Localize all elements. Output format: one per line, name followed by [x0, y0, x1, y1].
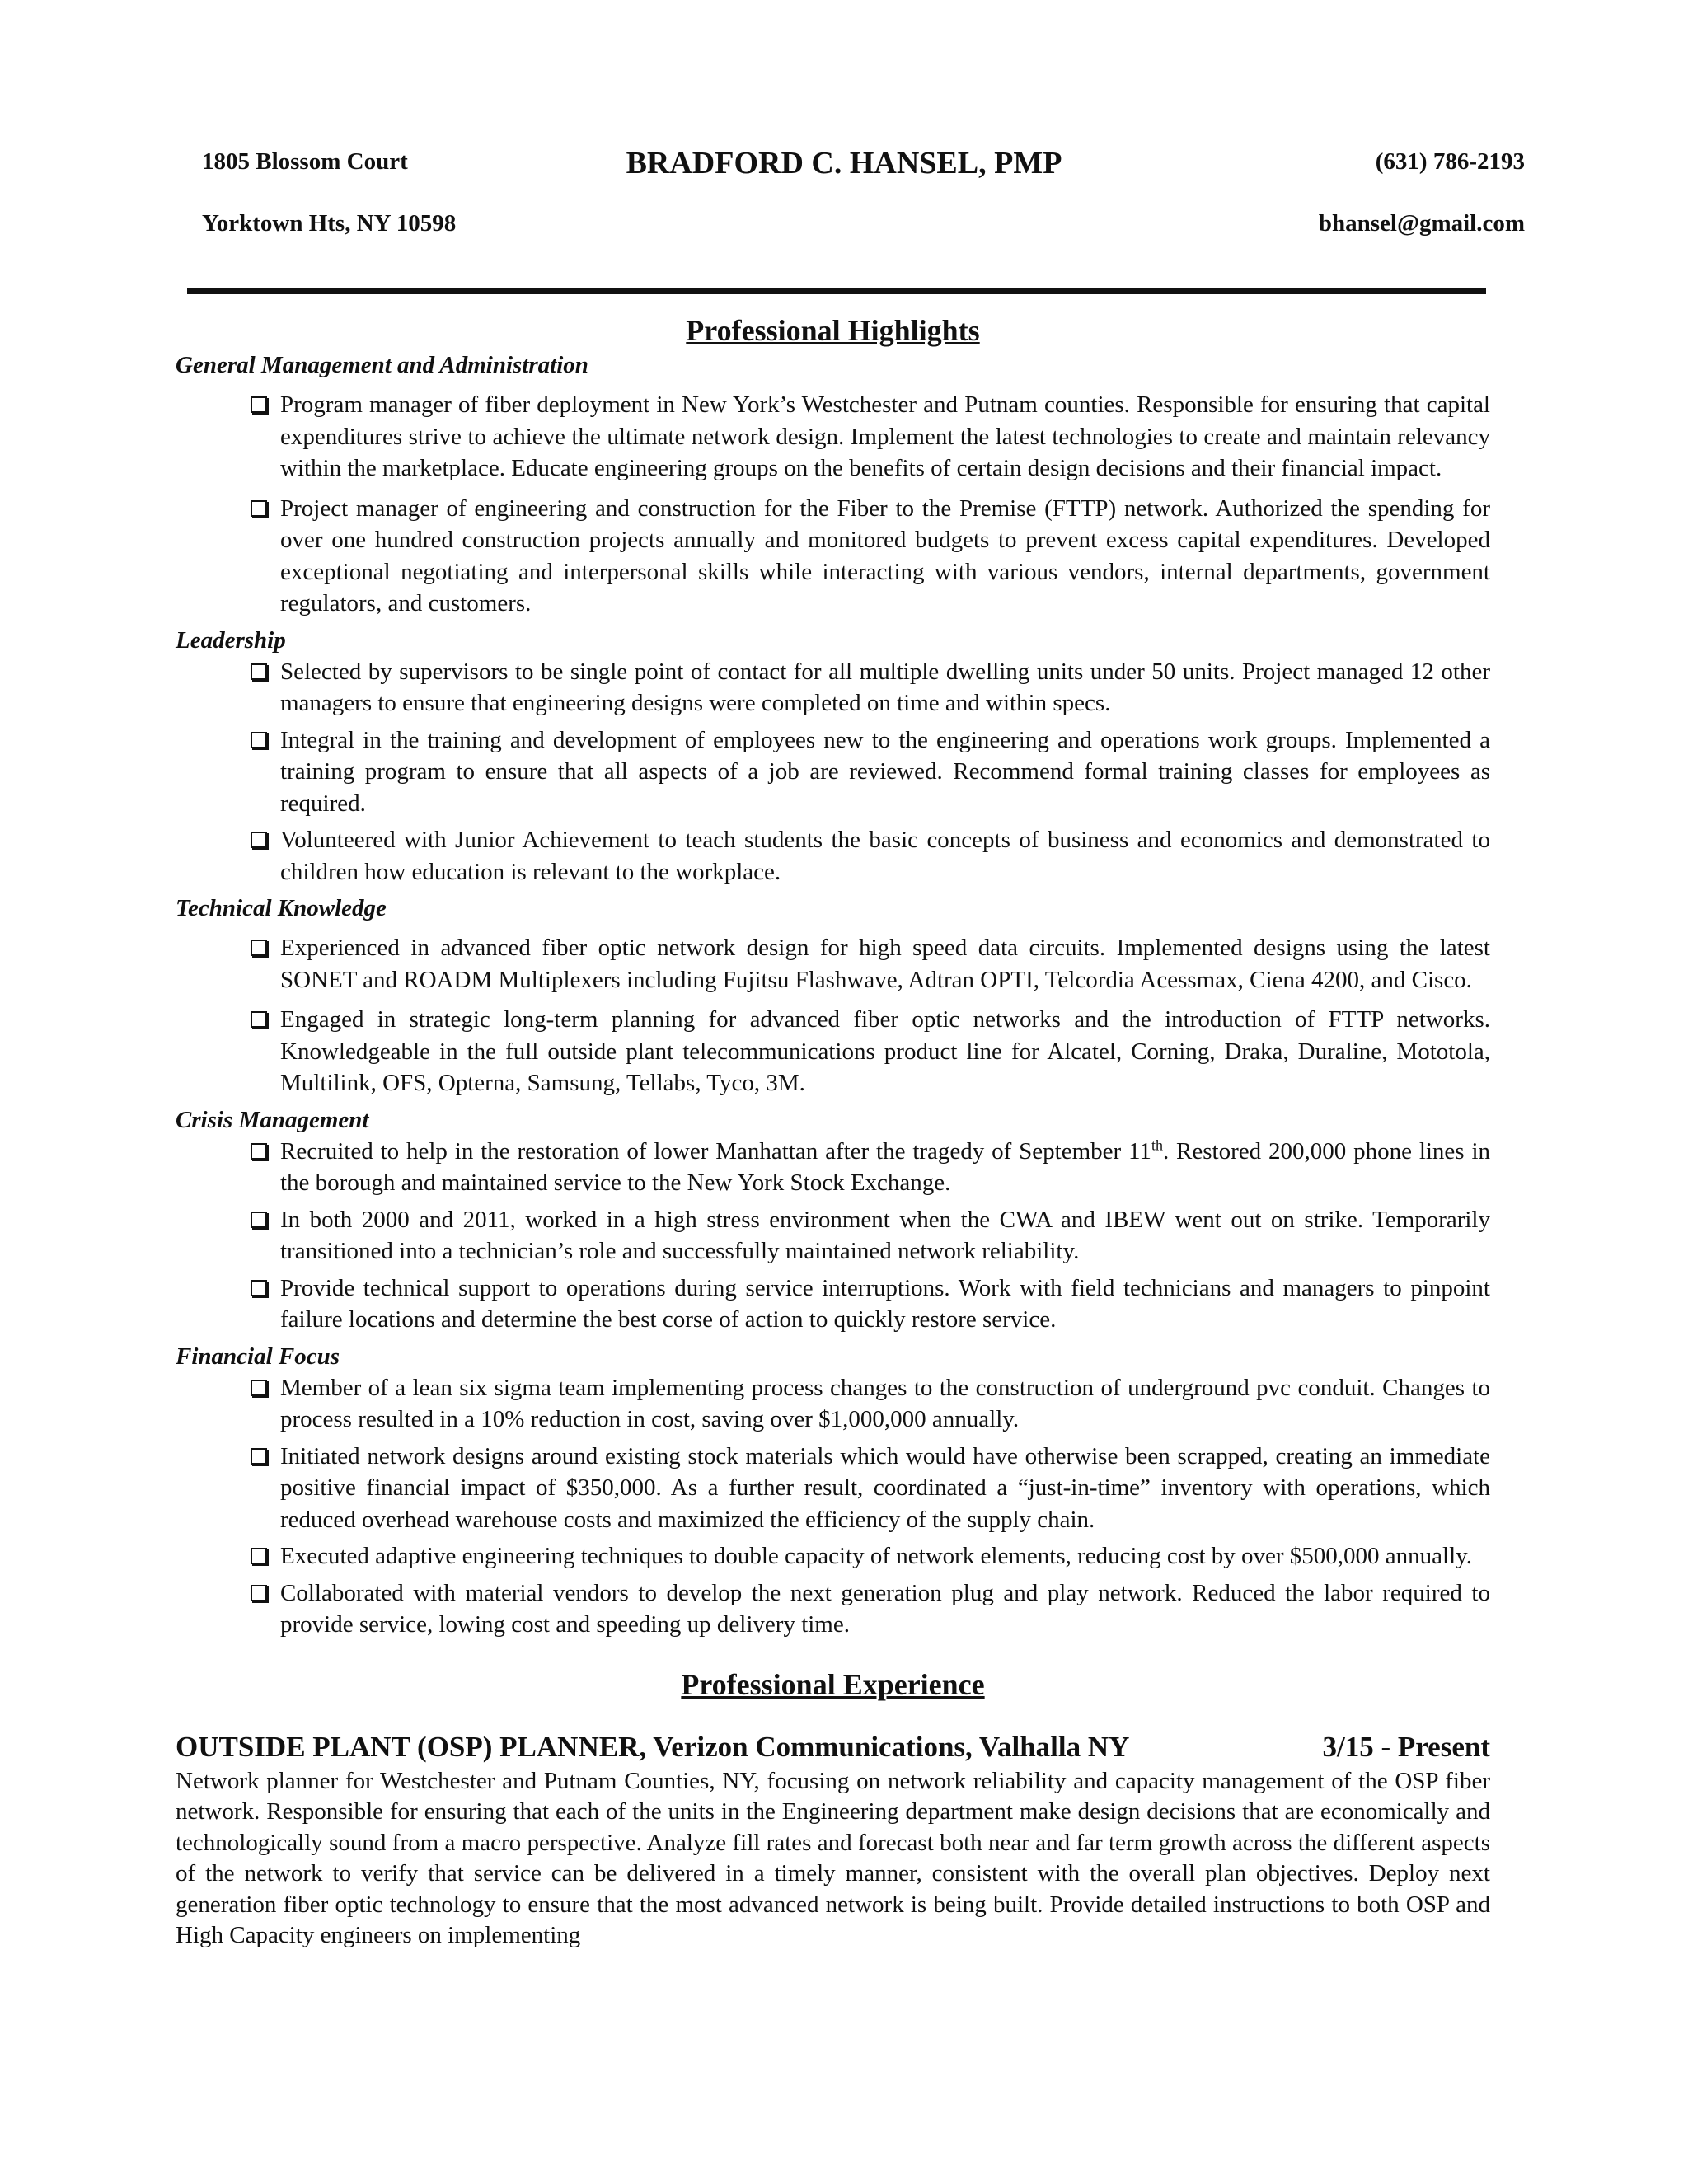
checkbox-bullet-icon: [251, 396, 267, 413]
bullet-item: Executed adaptive engineering techniques to double capacity of network elements, reducing cost by over $500,000 annually.: [280, 1540, 1490, 1572]
address-line1: 1805 Blossom Court: [202, 148, 408, 175]
resume-body: [176, 312, 1490, 1952]
bullet-list: [176, 656, 1490, 888]
group-heading: Leadership: [176, 626, 286, 654]
bullet-list: [176, 932, 1490, 1099]
bullet-list: [176, 1136, 1490, 1336]
email-address: bhansel@gmail.com: [1318, 210, 1525, 237]
bullet-item: Integral in the training and development of employees new to the engineering and operations work groups. Implemented a training program to ensure that all aspects of a job are reviewed. Recommend formal training classes for employees as required.: [280, 724, 1490, 820]
bullet-item: In both 2000 and 2011, worked in a high stress environment when the CWA and IBEW went out on strike. Temporarily transitioned into a technician’s role and successfully maintained network reliability.: [280, 1204, 1490, 1268]
highlights-title: Professional Highlights: [686, 314, 980, 347]
bullet-item: Recruited to help in the restoration of lower Manhattan after the tragedy of September 11th. Restored 200,000 phone lines in the borough and maintained service to the New York Stock Exchange.: [280, 1136, 1490, 1199]
job-dates: 3/15 - Present: [1322, 1730, 1490, 1763]
bullet-item: Volunteered with Junior Achievement to teach students the basic concepts of business and economics and demonstrated to children how education is relevant to the workplace.: [280, 824, 1490, 888]
group-heading: Technical Knowledge: [176, 895, 387, 921]
highlight-group: [176, 893, 1490, 1099]
checkbox-bullet-icon: [251, 732, 267, 748]
bullet-item: Engaged in strategic long-term planning for advanced fiber optic networks and the introduction of FTTP networks. Knowledgeable in the full outside plant telecommunications product line for Alcatel, Corning, Draka, Duraline, Mototola, Multilink, OFS, Opterna, Samsung, Tellabs, Tyco, 3M.: [280, 1004, 1490, 1099]
highlight-group: [176, 1341, 1490, 1641]
group-heading: General Management and Administration: [176, 352, 588, 378]
checkbox-bullet-icon: [251, 663, 267, 680]
bullet-item: Project manager of engineering and construction for the Fiber to the Premise (FTTP) network. Authorized the spending for over one hundred construction projects annually and monitored budgets to prevent excess capital expenditures. Developed exceptional negotiating and interpersonal skills while interacting with various vendors, internal departments, government regulators, and customers.: [280, 493, 1490, 620]
bullet-list: [176, 389, 1490, 620]
job-title: OUTSIDE PLANT (OSP) PLANNER, Verizon Communications, Valhalla NY: [176, 1730, 1130, 1763]
checkbox-bullet-icon: [251, 1585, 267, 1601]
checkbox-bullet-icon: [251, 940, 267, 956]
job-title-line: [176, 1728, 1490, 1766]
address-line2: Yorktown Hts, NY 10598: [202, 210, 457, 237]
checkbox-bullet-icon: [251, 1448, 267, 1465]
bullet-item: Member of a lean six sigma team implementing process changes to the construction of underground pvc conduit. Changes to process resulted in a 10% reduction in cost, saving over $1,000,000 annually.: [280, 1372, 1490, 1436]
candidate-name: BRADFORD C. HANSEL, PMP: [626, 146, 1062, 180]
experience-title: Professional Experience: [681, 1667, 985, 1701]
checkbox-bullet-icon: [251, 1280, 267, 1296]
phone-number: (631) 786-2193: [1375, 148, 1525, 175]
bullet-item: Program manager of fiber deployment in New York’s Westchester and Putnam counties. Responsible for ensuring that capital expenditures strive to achieve the ultimate network design. Implement the latest technologies to create and maintain relevancy within the marketplace. Educate engineering groups on the benefits of certain design decisions and their financial impact.: [280, 389, 1490, 485]
bullet-item: Provide technical support to operations during service interruptions. Work with field technicians and managers to pinpoint failure locations and determine the best corse of action to quickly restore service.: [280, 1272, 1490, 1336]
checkbox-bullet-icon: [251, 1143, 267, 1160]
checkbox-bullet-icon: [251, 1212, 267, 1228]
bullet-item: Collaborated with material vendors to develop the next generation plug and play network. Reduced the labor required to provide service, lowing cost and speeding up delivery time.: [280, 1577, 1490, 1641]
bullet-list: [176, 1372, 1490, 1641]
checkbox-bullet-icon: [251, 1548, 267, 1564]
bullet-item: Initiated network designs around existing stock materials which would have otherwise been scrapped, creating an immediate positive financial impact of $350,000. As a further result, coordinated a “just-in-time” inventory with operations, which reduced overhead warehouse costs and maximized the efficiency of the supply chain.: [280, 1441, 1490, 1536]
checkbox-bullet-icon: [251, 500, 267, 517]
group-heading: Crisis Management: [176, 1106, 369, 1133]
job-entry: [176, 1728, 1490, 1952]
highlight-group: [176, 349, 1490, 620]
highlight-group: [176, 1104, 1490, 1336]
header-divider: [187, 288, 1486, 294]
job-description: Network planner for Westchester and Putnam Counties, NY, focusing on network reliability and capacity management of the OSP fiber network. Responsible for ensuring that each of the units in the Engineering department make design decisions that are economically and technologically sound from a macro perspective. Analyze fill rates and forecast both near and far term growth across the different aspects of the network to verify that service can be delivered in a timely manner, consistent with the overall plan objectives. Deploy next generation fiber optic technology to ensure that the most advanced network is being built. Provide detailed instructions to both OSP and High Capacity engineers on implementing: [176, 1767, 1490, 1948]
group-heading: Financial Focus: [176, 1343, 340, 1370]
checkbox-bullet-icon: [251, 832, 267, 848]
bullet-item: Experienced in advanced fiber optic network design for high speed data circuits. Implemented designs using the latest SONET and ROADM Multiplexers including Fujitsu Flashwave, Adtran OPTI, Telcordia Acessmax, Ciena 4200, and Cisco.: [280, 932, 1490, 996]
checkbox-bullet-icon: [251, 1011, 267, 1028]
highlight-group: [176, 625, 1490, 888]
checkbox-bullet-icon: [251, 1380, 267, 1396]
bullet-item: Selected by supervisors to be single point of contact for all multiple dwelling units under 50 units. Project managed 12 other managers to ensure that engineering designs were completed on time and within specs.: [280, 656, 1490, 719]
